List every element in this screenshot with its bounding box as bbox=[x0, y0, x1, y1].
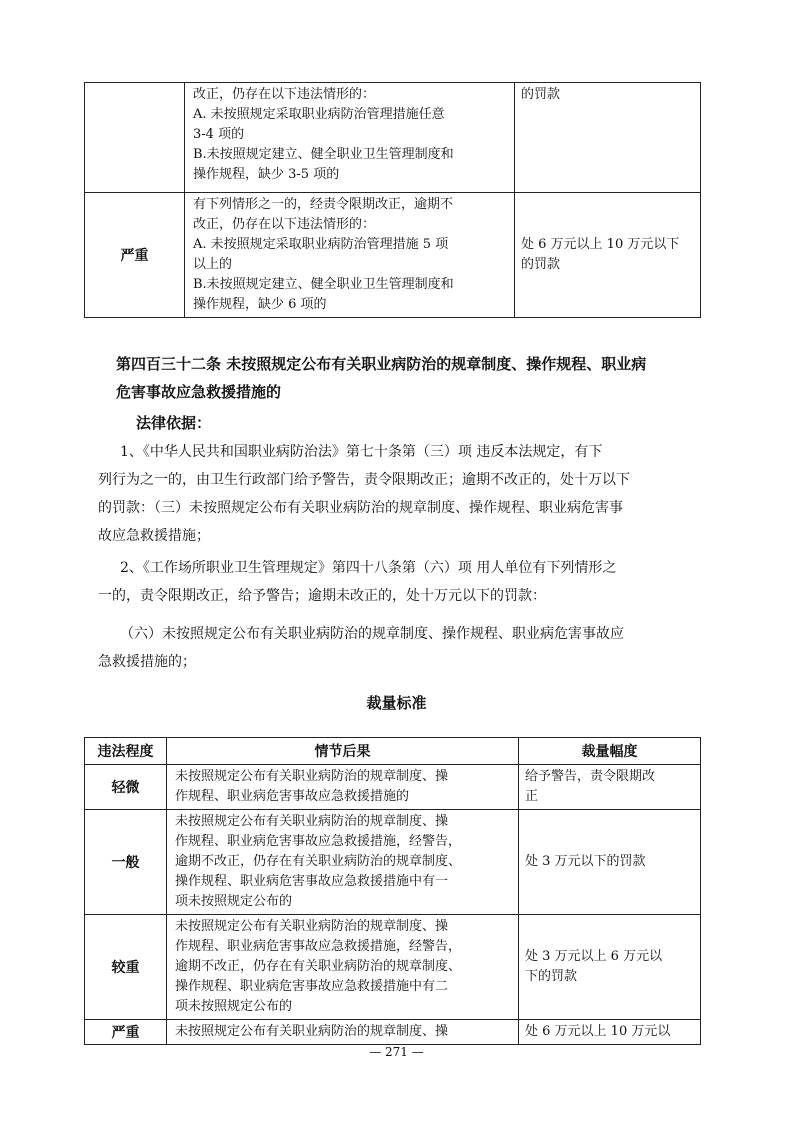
table-row bbox=[85, 915, 701, 1020]
level-cell: 一般 bbox=[85, 810, 167, 915]
penalty-cell: 处 6 万元以上 10 万元以 bbox=[519, 1020, 701, 1045]
penalty-cell: 处 3 万元以下的罚款 bbox=[519, 810, 701, 915]
level-cell: 较重 bbox=[85, 915, 167, 1020]
level-cell bbox=[85, 83, 185, 193]
penalty-cell: 的罚款 bbox=[515, 83, 701, 193]
standard-table bbox=[84, 737, 701, 1045]
facts-cell: 未按照规定公布有关职业病防治的规章制度、操 bbox=[167, 1020, 519, 1045]
facts-cell: 未按照规定公布有关职业病防治的规章制度、操 作规程、职业病危害事故应急救援措施，经警告， 逾期不改正，仍存在有关职业病防治的规章制度、 操作规程、职业病危害事故应急救援措施中有一 项未按照规定公布的 bbox=[167, 810, 519, 915]
facts-cell: 改正，仍存在以下违法情形的： A. 未按照规定采取职业病防治管理措施任意 3-4 项的 B.未按照规定建立、健全职业卫生管理制度和 操作规程，缺少 3-5 项的 bbox=[185, 83, 515, 193]
facts-cell: 有下列情形之一的，经责令限期改正，逾期不 改正，仍存在以下违法情形的： A. 未按照规定采取职业病防治管理措施 5 项 以上的 B.未按照规定建立、健全职业卫生管理制度和 操作规程，缺少 6 项的 bbox=[185, 193, 515, 318]
header-facts: 情节后果 bbox=[167, 738, 519, 765]
level-cell: 严重 bbox=[85, 1020, 167, 1045]
header-level: 违法程度 bbox=[85, 738, 167, 765]
table-header-row bbox=[85, 738, 701, 765]
table-row bbox=[85, 1020, 701, 1045]
paragraph-1: 1、《中华人民共和国职业病防治法》第七十条第（三）项 违反本法规定，有下 列行为之一的，由卫生行政部门给予警告，责令限期改正；逾期不改正的，处十万以下 的罚款：（三）未按照规定公布有关职业病防治的规章制度、操作规程、职业病危害事 故应急救援措施； bbox=[98, 444, 630, 544]
table-row bbox=[85, 83, 701, 193]
table-row bbox=[85, 193, 701, 318]
table-row bbox=[85, 765, 701, 810]
continuation-table bbox=[84, 82, 701, 318]
table-row bbox=[85, 810, 701, 915]
legal-basis-label: 法律依据： bbox=[136, 414, 212, 432]
paragraph-2: 2、《工作场所职业卫生管理规定》第四十八条第（六）项 用人单位有下列情形之 一的，责令限期改正，给予警告；逾期未改正的，处十万元以下的罚款： bbox=[98, 560, 617, 604]
penalty-cell: 给予警告，责令限期改 正 bbox=[519, 765, 701, 810]
level-cell: 严重 bbox=[85, 193, 185, 318]
facts-cell: 未按照规定公布有关职业病防治的规章制度、操 作规程、职业病危害事故应急救援措施，经警告， 逾期不改正，仍存在有关职业病防治的规章制度、 操作规程、职业病危害事故应急救援措施中有二 项未按照规定公布的 bbox=[167, 915, 519, 1020]
header-penalty: 裁量幅度 bbox=[519, 738, 701, 765]
article-heading: 第四百三十二条 未按照规定公布有关职业病防治的规章制度、操作规程、职业病 危害事故应急救援措施的 bbox=[116, 355, 647, 401]
standard-title: 裁量标准 bbox=[366, 694, 427, 712]
penalty-cell: 处 6 万元以上 10 万元以下 的罚款 bbox=[515, 193, 701, 318]
level-cell: 轻微 bbox=[85, 765, 167, 810]
paragraph-3: （六）未按照规定公布有关职业病防治的规章制度、操作规程、职业病危害事故应 急救援措施的； bbox=[98, 626, 624, 670]
page-number: — 271 — bbox=[369, 1045, 424, 1059]
penalty-cell: 处 3 万元以上 6 万元以 下的罚款 bbox=[519, 915, 701, 1020]
facts-cell: 未按照规定公布有关职业病防治的规章制度、操 作规程、职业病危害事故应急救援措施的 bbox=[167, 765, 519, 810]
